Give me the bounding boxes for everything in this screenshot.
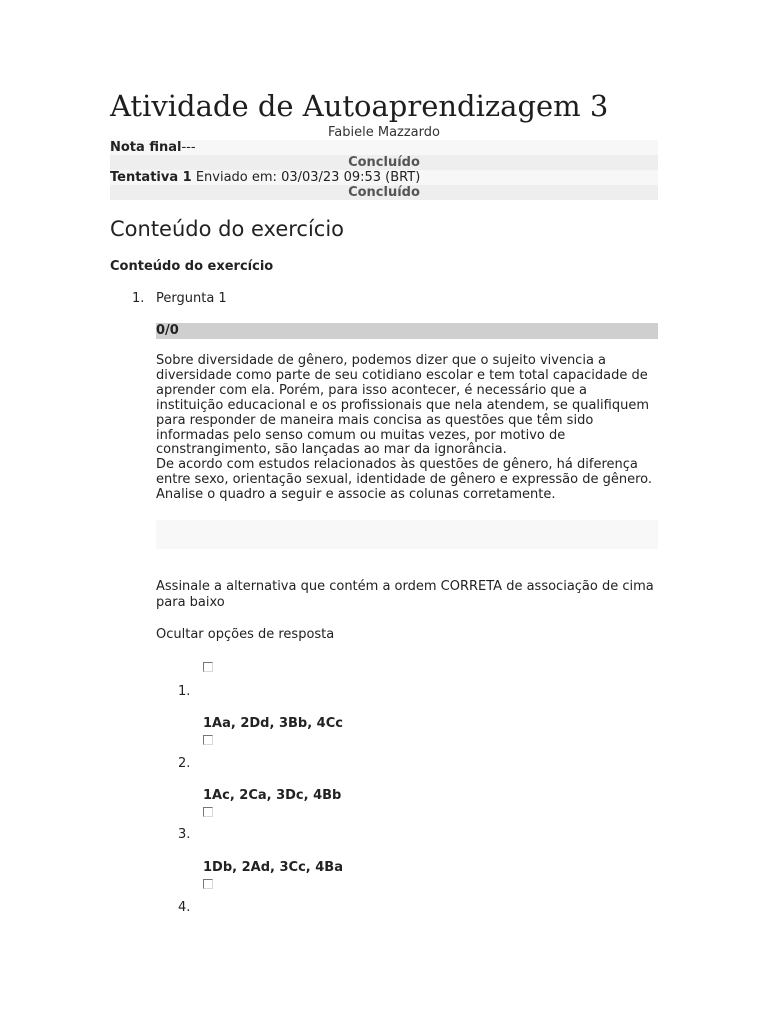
option-4-checkbox[interactable] [203, 879, 213, 889]
student-name: Fabiele Mazzardo [328, 125, 440, 140]
section-title: Conteúdo do exercício [110, 217, 345, 241]
option-3-number: 3. [178, 827, 191, 842]
option-2-text[interactable]: 1Ac, 2Ca, 3Dc, 4Bb [203, 788, 342, 803]
attempt-label: Tentativa 1 [110, 170, 192, 185]
attempt-status-badge: Concluído [110, 185, 658, 200]
option-4-number: 4. [178, 900, 191, 915]
option-1-number: 1. [178, 684, 191, 699]
question-paragraph-2: De acordo com estudos relacionados às questões de gênero, há diferença entre sexo, orientação sexual, identidade de gênero e expressão de gênero. [156, 457, 653, 488]
hide-options-link[interactable]: Ocultar opções de resposta [156, 627, 335, 642]
final-grade-row [110, 140, 658, 155]
option-3-checkbox[interactable] [203, 807, 213, 817]
option-2-checkbox[interactable] [203, 735, 213, 745]
question-paragraph-1: Sobre diversidade de gênero, podemos dizer que o sujeito vivencia a diversidade como parte de seu cotidiano escolar e tem total capacidade de aprender com ela. Porém, para isso acontecer, é necessário que a instituição educacional e os profissionais que nela atendem, se qualifiquem para responder de maneira mais concisa as questões que têm sido informadas pelo senso comum ou muitas vezes, por motivo de constrangimento, são lançadas ao mar da ignorância. [156, 353, 649, 458]
final-grade-value: --- [181, 140, 196, 155]
option-1-checkbox[interactable] [203, 662, 213, 672]
question-paragraph-3: Analise o quadro a seguir e associe as colunas corretamente. [156, 487, 556, 503]
attempt-sent-date: Enviado em: 03/03/23 09:53 (BRT) [191, 170, 421, 185]
question-label: Pergunta 1 [156, 291, 227, 306]
question-text [156, 354, 658, 503]
status-badge: Concluído [110, 155, 658, 170]
section-subtitle: Conteúdo do exercício [110, 259, 274, 274]
question-score-bar [156, 323, 658, 339]
option-3-text[interactable]: 1Db, 2Ad, 3Cc, 4Ba [203, 860, 343, 875]
final-grade-label: Nota final [110, 140, 182, 155]
question-instruction: Assinale a alternativa que contém a ordem CORRETA de associação de cima para baixo [156, 579, 654, 610]
attempt-row [110, 170, 658, 185]
question-score: 0/0 [156, 323, 179, 338]
page-title: Atividade de Autoaprendizagem 3 [110, 89, 609, 123]
question-image-placeholder [156, 520, 658, 549]
option-1-text[interactable]: 1Aa, 2Dd, 3Bb, 4Cc [203, 716, 343, 731]
option-2-number: 2. [178, 756, 191, 771]
question-number: 1. [132, 291, 145, 306]
